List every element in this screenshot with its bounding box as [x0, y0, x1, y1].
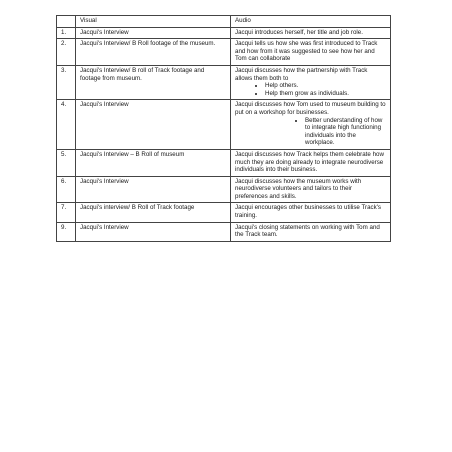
table-row — [57, 100, 391, 150]
audio-text: Jacqui discusses how Tom used to museum building to put on a workshop for businesses. — [235, 101, 386, 116]
audio-cell: Jacqui encourages other businesses to utilise Track's training. — [231, 203, 391, 222]
list-item: • Help others. — [265, 82, 386, 90]
table-row — [57, 203, 391, 222]
list-item: • Help them grow as individuals. — [265, 90, 386, 98]
row-number: 2. — [57, 39, 76, 66]
audio-cell — [231, 65, 391, 99]
audio-text: Jacqui discusses how the partnership with Track allows them both to — [235, 66, 368, 82]
visual-cell: Jacqui's Interview — [76, 222, 231, 241]
audio-cell: Jacqui tells us how she was first introduced to Track and how from it was suggested to see how her and Tom can collaborate — [231, 39, 391, 66]
list-item: • Better understanding of how to integrate high functioning individuals into the workplace. — [305, 117, 386, 147]
table-row — [57, 222, 391, 241]
visual-cell: Jacqui's Interview — [76, 176, 231, 203]
visual-cell: Jacqui's Interview — [76, 100, 231, 150]
table-row — [57, 176, 391, 203]
visual-cell: Jacqui's Interview – B Roll of museum — [76, 149, 231, 176]
row-number: 1. — [57, 27, 76, 39]
visual-cell: Jacqui's interview/ B Roll of Track footage — [76, 203, 231, 222]
header-row — [57, 16, 391, 28]
bullet-list — [235, 117, 386, 147]
row-number: 7. — [57, 203, 76, 222]
header-cell-audio: Audio — [231, 16, 391, 28]
row-number: 5. — [57, 149, 76, 176]
visual-cell: Jacqui's Interview/ B Roll footage of the museum. — [76, 39, 231, 66]
row-number: 6. — [57, 176, 76, 203]
audio-cell — [231, 100, 391, 150]
header-cell-num — [57, 16, 76, 28]
table-row — [57, 27, 391, 39]
header-cell-visual: Visual — [76, 16, 231, 28]
row-number: 3. — [57, 65, 76, 99]
row-number: 9. — [57, 222, 76, 241]
visual-cell: Jacqui's Interview/ B roll of Track footage and footage from museum. — [76, 65, 231, 99]
audio-cell: Jacqui introduces herself, her title and job role. — [231, 27, 391, 39]
table-row — [57, 39, 391, 66]
table-row — [57, 149, 391, 176]
visual-cell: Jacqui's Interview — [76, 27, 231, 39]
row-number: 4. — [57, 100, 76, 150]
table-row — [57, 65, 391, 99]
audio-cell: Jacqui discusses how Track helps them celebrate how much they are doing already to integrate neurodiverse individuals into their business. — [231, 149, 391, 176]
script-table — [56, 15, 391, 242]
bullet-list — [235, 82, 386, 97]
audio-cell: Jacqui discusses how the museum works with neurodiverse volunteers and tailors to their preferences and skills. — [231, 176, 391, 203]
audio-cell: Jacqui's closing statements on working with Tom and the Track team. — [231, 222, 391, 241]
